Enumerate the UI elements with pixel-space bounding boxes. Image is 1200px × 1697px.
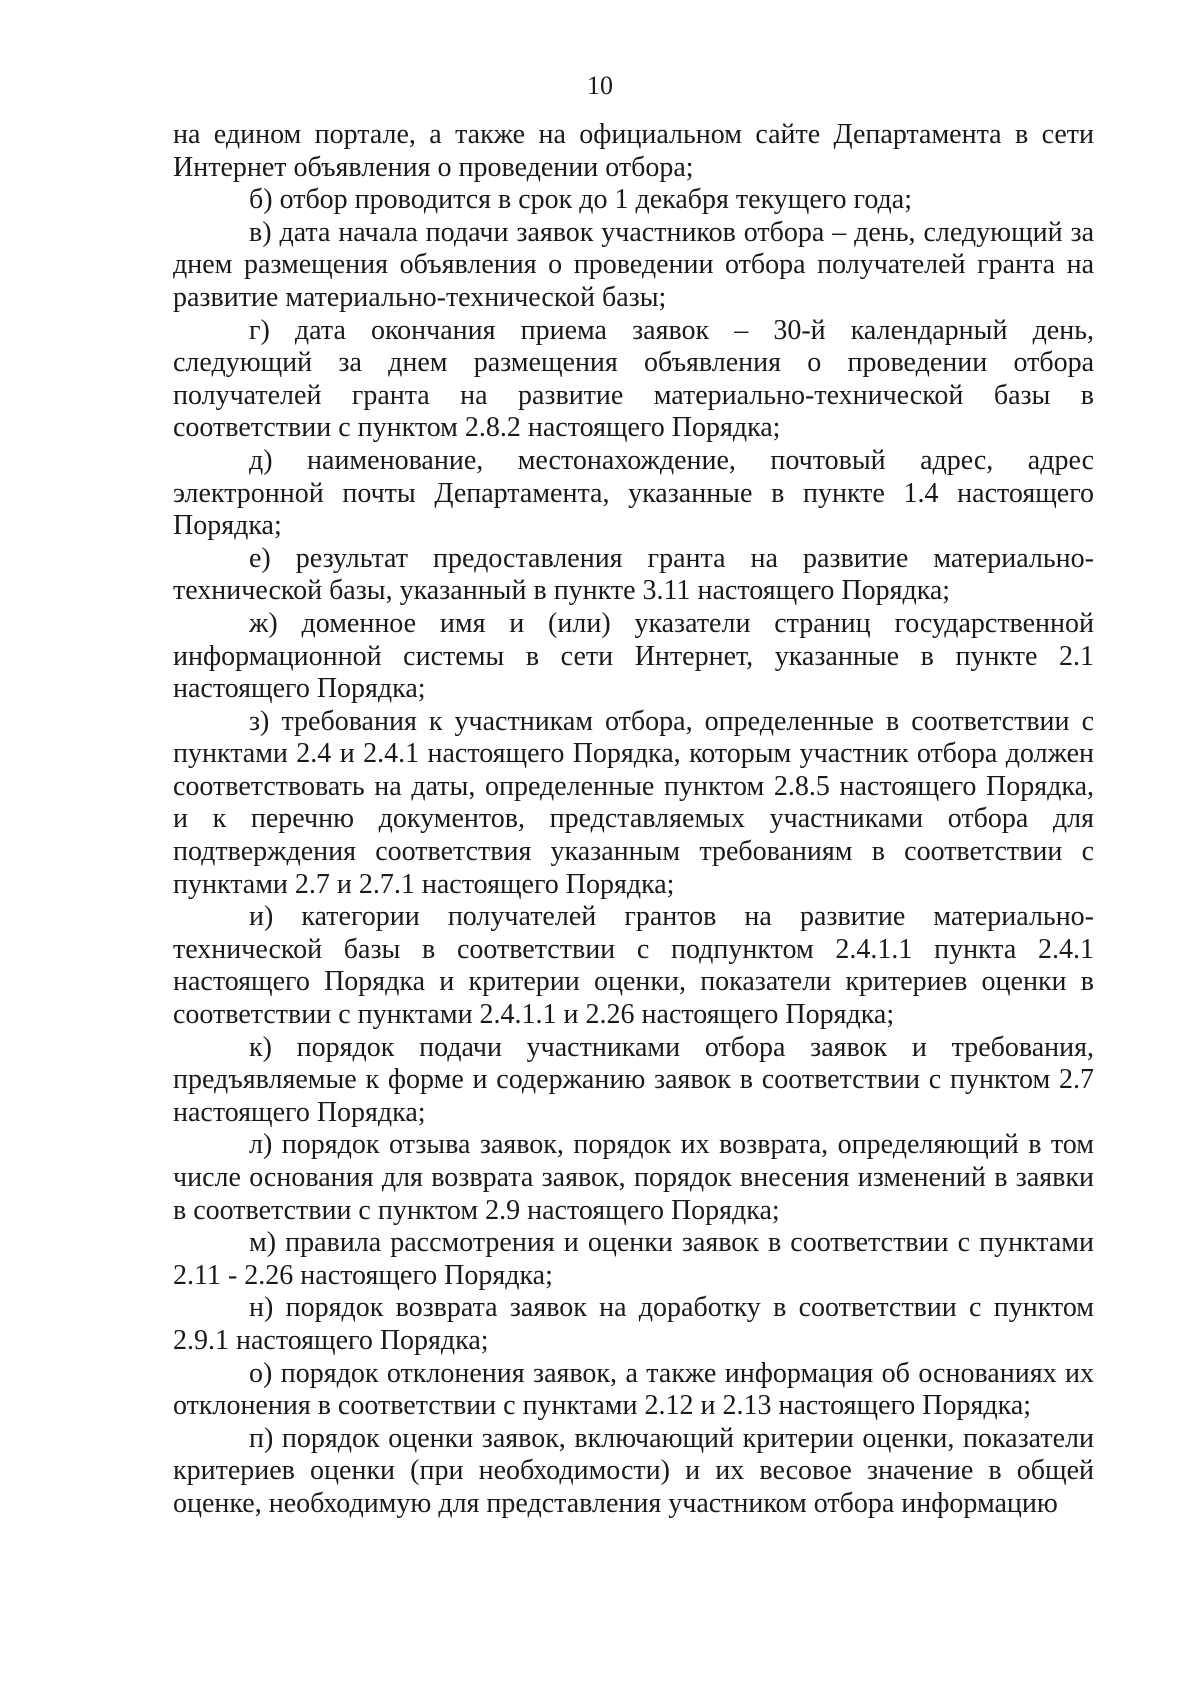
paragraph-item-z: з) требования к участникам отбора, определенные в соответствии с пунктами 2.4 и 2.4.1 настоящего Порядка, которым участник отбора должен соответствовать на даты, определенные пунктом 2.8.5 настоящего Порядка, и к перечню документов, представляемых участниками отбора для подтверждения соответствия указанным требованиям в соответствии с пунктами 2.7 и 2.7.1 настоящего Порядка; <box>173 705 1094 900</box>
paragraph-item-p: п) порядок оценки заявок, включающий критерии оценки, показатели критериев оценки (при необходимости) и их весовое значение в общей оценке, необходимую для представления участником отбора информацию <box>173 1422 1094 1519</box>
paragraph-item-n: н) порядок возврата заявок на доработку в соответствии с пунктом 2.9.1 настоящего Порядка; <box>173 1292 1094 1356</box>
paragraph-item-d: д) наименование, местонахождение, почтовый адрес, адрес электронной почты Департамента, указанные в пункте 1.4 настоящего Порядка; <box>173 444 1094 542</box>
paragraph-item-v: в) дата начала подачи заявок участников отбора – день, следующий за днем размещения объявления о проведении отбора получателей гранта на развитие материально-технической базы; <box>173 216 1094 313</box>
paragraph-item-o: о) порядок отклонения заявок, а также информация об основаниях их отклонения в соответствии с пунктами 2.12 и 2.13 настоящего Порядка; <box>173 1357 1094 1422</box>
paragraph-item-m: м) правила рассмотрения и оценки заявок в соответствии с пунктами 2.11 - 2.26 настоящего Порядка; <box>173 1227 1094 1291</box>
paragraph-item-k: к) порядок подачи участниками отбора заявок и требования, предъявляемые к форме и содержанию заявок в соответствии с пунктом 2.7 настоящего Порядка; <box>173 1031 1094 1128</box>
paragraph-item-l: л) порядок отзыва заявок, порядок их возврата, определяющий в том числе основания для возврата заявок, порядок внесения изменений в заявки в соответствии с пунктом 2.9 настоящего Порядка; <box>173 1129 1094 1226</box>
page-number: 10 <box>587 71 613 100</box>
paragraph-item-zh: ж) доменное имя и (или) указатели страниц государственной информационной системы в сети Интернет, указанные в пункте 2.1 настоящего Порядка; <box>173 607 1094 705</box>
paragraph-item-g: г) дата окончания приема заявок – 30-й календарный день, следующий за днем размещения объявления о проведении отбора получателей гранта на развитие материально-технической базы в соответствии с пунктом 2.8.2 настоящего Порядка; <box>173 314 1094 444</box>
document-body <box>173 119 1094 1521</box>
paragraph-item-e: е) результат предоставления гранта на развитие материально-технической базы, указанный в пункте 3.11 настоящего Порядка; <box>173 542 1094 607</box>
paragraph-item-b: б) отбор проводится в срок до 1 декабря текущего года; <box>249 184 912 216</box>
paragraph-continuation: на едином портале, а также на официальном сайте Департамента в сети Интернет объявления о проведении отбора; <box>173 119 1094 183</box>
paragraph-item-i: и) категории получателей грантов на развитие материально-технической базы в соответствии с подпунктом 2.4.1.1 пункта 2.4.1 настоящего Порядка и критерии оценки, показатели критериев оценки в соответствии с пунктами 2.4.1.1 и 2.26 настоящего Порядка; <box>173 901 1094 1031</box>
